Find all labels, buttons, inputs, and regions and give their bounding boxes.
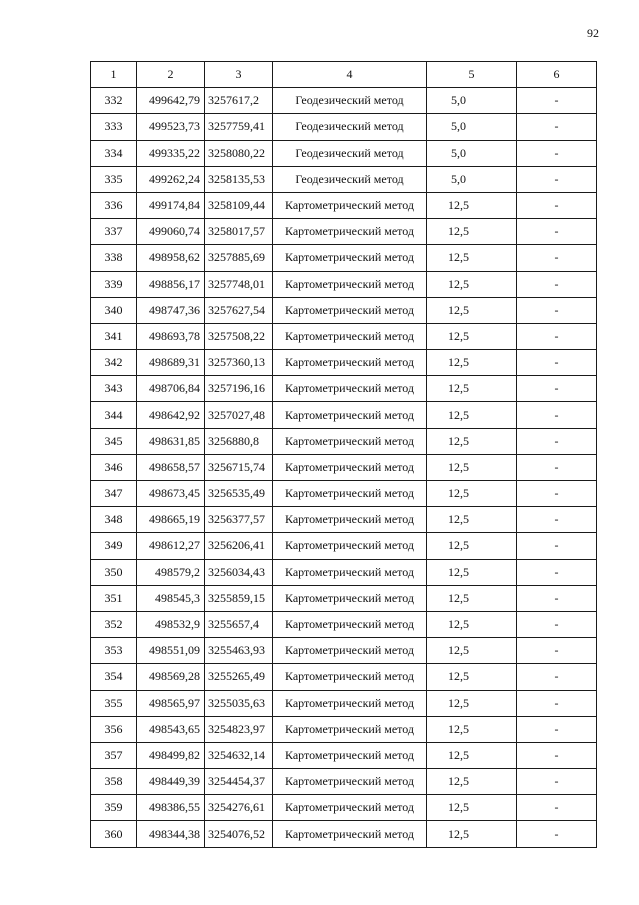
- table-row: [91, 769, 597, 795]
- method-cell: Картометрический метод: [273, 507, 427, 533]
- table-row: [91, 507, 597, 533]
- table-row: [91, 481, 597, 507]
- y-coordinate-cell: 3254823,97: [205, 716, 273, 742]
- y-coordinate-cell: 3256715,74: [205, 454, 273, 480]
- accuracy-cell: 12,5: [427, 507, 517, 533]
- point-number-cell: 338: [91, 245, 137, 271]
- y-coordinate-cell: 3257627,54: [205, 297, 273, 323]
- accuracy-cell: 12,5: [427, 821, 517, 847]
- point-number-cell: 343: [91, 376, 137, 402]
- note-cell: -: [517, 323, 597, 349]
- x-coordinate-cell: 499642,79: [137, 88, 205, 114]
- x-coordinate-cell: 498532,9: [137, 611, 205, 637]
- note-cell: -: [517, 219, 597, 245]
- point-number-cell: 352: [91, 611, 137, 637]
- y-coordinate-cell: 3258080,22: [205, 140, 273, 166]
- method-cell: Картометрический метод: [273, 454, 427, 480]
- x-coordinate-cell: 498631,85: [137, 428, 205, 454]
- header-cell-3: 3: [205, 62, 273, 88]
- x-coordinate-cell: 498551,09: [137, 638, 205, 664]
- point-number-cell: 358: [91, 769, 137, 795]
- accuracy-cell: 12,5: [427, 611, 517, 637]
- method-cell: Картометрический метод: [273, 192, 427, 218]
- x-coordinate-cell: 498499,82: [137, 742, 205, 768]
- x-coordinate-cell: 498449,39: [137, 769, 205, 795]
- point-number-cell: 337: [91, 219, 137, 245]
- accuracy-cell: 12,5: [427, 769, 517, 795]
- note-cell: -: [517, 166, 597, 192]
- method-cell: Картометрический метод: [273, 350, 427, 376]
- table-row: [91, 88, 597, 114]
- table-row: [91, 454, 597, 480]
- point-number-cell: 341: [91, 323, 137, 349]
- table-row: [91, 350, 597, 376]
- y-coordinate-cell: 3254454,37: [205, 769, 273, 795]
- point-number-cell: 342: [91, 350, 137, 376]
- x-coordinate-cell: 498856,17: [137, 271, 205, 297]
- method-cell: Геодезический метод: [273, 88, 427, 114]
- x-coordinate-cell: 498545,3: [137, 585, 205, 611]
- method-cell: Картометрический метод: [273, 533, 427, 559]
- y-coordinate-cell: 3257027,48: [205, 402, 273, 428]
- accuracy-cell: 12,5: [427, 192, 517, 218]
- note-cell: -: [517, 795, 597, 821]
- x-coordinate-cell: 499174,84: [137, 192, 205, 218]
- note-cell: -: [517, 742, 597, 768]
- method-cell: Картометрический метод: [273, 821, 427, 847]
- method-cell: Геодезический метод: [273, 140, 427, 166]
- x-coordinate-cell: 498665,19: [137, 507, 205, 533]
- accuracy-cell: 12,5: [427, 585, 517, 611]
- method-cell: Картометрический метод: [273, 559, 427, 585]
- point-number-cell: 360: [91, 821, 137, 847]
- accuracy-cell: 5,0: [427, 166, 517, 192]
- table-row: [91, 638, 597, 664]
- table-row: [91, 716, 597, 742]
- accuracy-cell: 12,5: [427, 559, 517, 585]
- point-number-cell: 348: [91, 507, 137, 533]
- method-cell: Картометрический метод: [273, 690, 427, 716]
- table-row: [91, 402, 597, 428]
- y-coordinate-cell: 3256377,57: [205, 507, 273, 533]
- method-cell: Картометрический метод: [273, 769, 427, 795]
- note-cell: -: [517, 350, 597, 376]
- accuracy-cell: 12,5: [427, 323, 517, 349]
- method-cell: Картометрический метод: [273, 245, 427, 271]
- accuracy-cell: 12,5: [427, 795, 517, 821]
- note-cell: -: [517, 245, 597, 271]
- table-row: [91, 533, 597, 559]
- table-row: [91, 323, 597, 349]
- y-coordinate-cell: 3257759,41: [205, 114, 273, 140]
- accuracy-cell: 12,5: [427, 690, 517, 716]
- accuracy-cell: 12,5: [427, 297, 517, 323]
- point-number-cell: 344: [91, 402, 137, 428]
- table-row: [91, 742, 597, 768]
- accuracy-cell: 12,5: [427, 716, 517, 742]
- method-cell: Картометрический метод: [273, 585, 427, 611]
- header-cell-6: 6: [517, 62, 597, 88]
- y-coordinate-cell: 3254632,14: [205, 742, 273, 768]
- table-row: [91, 821, 597, 847]
- accuracy-cell: 5,0: [427, 88, 517, 114]
- table-body: [91, 88, 597, 847]
- method-cell: Геодезический метод: [273, 114, 427, 140]
- note-cell: -: [517, 454, 597, 480]
- accuracy-cell: 12,5: [427, 742, 517, 768]
- note-cell: -: [517, 114, 597, 140]
- point-number-cell: 334: [91, 140, 137, 166]
- accuracy-cell: 12,5: [427, 428, 517, 454]
- y-coordinate-cell: 3256880,8: [205, 428, 273, 454]
- note-cell: -: [517, 88, 597, 114]
- table-row: [91, 428, 597, 454]
- y-coordinate-cell: 3255859,15: [205, 585, 273, 611]
- x-coordinate-cell: 498569,28: [137, 664, 205, 690]
- accuracy-cell: 12,5: [427, 245, 517, 271]
- table-row: [91, 114, 597, 140]
- method-cell: Картометрический метод: [273, 664, 427, 690]
- note-cell: -: [517, 585, 597, 611]
- y-coordinate-cell: 3256535,49: [205, 481, 273, 507]
- y-coordinate-cell: 3258017,57: [205, 219, 273, 245]
- table-row: [91, 795, 597, 821]
- point-number-cell: 356: [91, 716, 137, 742]
- point-number-cell: 345: [91, 428, 137, 454]
- x-coordinate-cell: 499262,24: [137, 166, 205, 192]
- method-cell: Картометрический метод: [273, 481, 427, 507]
- method-cell: Геодезический метод: [273, 166, 427, 192]
- x-coordinate-cell: 499335,22: [137, 140, 205, 166]
- table-header: [91, 62, 597, 88]
- x-coordinate-cell: 498543,65: [137, 716, 205, 742]
- header-cell-5: 5: [427, 62, 517, 88]
- accuracy-cell: 12,5: [427, 350, 517, 376]
- accuracy-cell: 12,5: [427, 402, 517, 428]
- note-cell: -: [517, 402, 597, 428]
- note-cell: -: [517, 611, 597, 637]
- table-row: [91, 611, 597, 637]
- note-cell: -: [517, 821, 597, 847]
- y-coordinate-cell: 3254276,61: [205, 795, 273, 821]
- x-coordinate-cell: 498689,31: [137, 350, 205, 376]
- accuracy-cell: 12,5: [427, 481, 517, 507]
- header-cell-4: 4: [273, 62, 427, 88]
- x-coordinate-cell: 498658,57: [137, 454, 205, 480]
- method-cell: Картометрический метод: [273, 402, 427, 428]
- accuracy-cell: 12,5: [427, 638, 517, 664]
- note-cell: -: [517, 271, 597, 297]
- table-row: [91, 585, 597, 611]
- note-cell: -: [517, 376, 597, 402]
- method-cell: Картометрический метод: [273, 271, 427, 297]
- accuracy-cell: 12,5: [427, 271, 517, 297]
- page-number: 92: [587, 26, 599, 40]
- table-row: [91, 166, 597, 192]
- table-row: [91, 245, 597, 271]
- x-coordinate-cell: 499060,74: [137, 219, 205, 245]
- note-cell: -: [517, 297, 597, 323]
- method-cell: Картометрический метод: [273, 428, 427, 454]
- point-number-cell: 346: [91, 454, 137, 480]
- point-number-cell: 340: [91, 297, 137, 323]
- point-number-cell: 332: [91, 88, 137, 114]
- accuracy-cell: 5,0: [427, 140, 517, 166]
- accuracy-cell: 12,5: [427, 376, 517, 402]
- table-row: [91, 376, 597, 402]
- method-cell: Картометрический метод: [273, 716, 427, 742]
- x-coordinate-cell: 498673,45: [137, 481, 205, 507]
- x-coordinate-cell: 498958,62: [137, 245, 205, 271]
- table-row: [91, 690, 597, 716]
- note-cell: -: [517, 769, 597, 795]
- y-coordinate-cell: 3257508,22: [205, 323, 273, 349]
- y-coordinate-cell: 3258109,44: [205, 192, 273, 218]
- y-coordinate-cell: 3258135,53: [205, 166, 273, 192]
- point-number-cell: 335: [91, 166, 137, 192]
- note-cell: -: [517, 507, 597, 533]
- note-cell: -: [517, 533, 597, 559]
- accuracy-cell: 12,5: [427, 219, 517, 245]
- accuracy-cell: 12,5: [427, 533, 517, 559]
- method-cell: Картометрический метод: [273, 297, 427, 323]
- x-coordinate-cell: 498344,38: [137, 821, 205, 847]
- point-number-cell: 355: [91, 690, 137, 716]
- table-row: [91, 297, 597, 323]
- table-row: [91, 140, 597, 166]
- y-coordinate-cell: 3257748,01: [205, 271, 273, 297]
- method-cell: Картометрический метод: [273, 376, 427, 402]
- method-cell: Картометрический метод: [273, 742, 427, 768]
- method-cell: Картометрический метод: [273, 795, 427, 821]
- accuracy-cell: 5,0: [427, 114, 517, 140]
- y-coordinate-cell: 3257196,16: [205, 376, 273, 402]
- point-number-cell: 347: [91, 481, 137, 507]
- point-number-cell: 339: [91, 271, 137, 297]
- y-coordinate-cell: 3255657,4: [205, 611, 273, 637]
- point-number-cell: 359: [91, 795, 137, 821]
- point-number-cell: 357: [91, 742, 137, 768]
- point-number-cell: 351: [91, 585, 137, 611]
- note-cell: -: [517, 481, 597, 507]
- table-row: [91, 192, 597, 218]
- y-coordinate-cell: 3257885,69: [205, 245, 273, 271]
- point-number-cell: 350: [91, 559, 137, 585]
- point-number-cell: 333: [91, 114, 137, 140]
- y-coordinate-cell: 3255035,63: [205, 690, 273, 716]
- note-cell: -: [517, 690, 597, 716]
- y-coordinate-cell: 3256034,43: [205, 559, 273, 585]
- x-coordinate-cell: 498747,36: [137, 297, 205, 323]
- note-cell: -: [517, 559, 597, 585]
- y-coordinate-cell: 3255265,49: [205, 664, 273, 690]
- table-row: [91, 664, 597, 690]
- method-cell: Картометрический метод: [273, 611, 427, 637]
- x-coordinate-cell: 498612,27: [137, 533, 205, 559]
- table-row: [91, 559, 597, 585]
- x-coordinate-cell: 498565,97: [137, 690, 205, 716]
- note-cell: -: [517, 140, 597, 166]
- table-row: [91, 219, 597, 245]
- method-cell: Картометрический метод: [273, 638, 427, 664]
- note-cell: -: [517, 638, 597, 664]
- point-number-cell: 353: [91, 638, 137, 664]
- table-row: [91, 271, 597, 297]
- method-cell: Картометрический метод: [273, 323, 427, 349]
- note-cell: -: [517, 192, 597, 218]
- x-coordinate-cell: 498706,84: [137, 376, 205, 402]
- point-number-cell: 349: [91, 533, 137, 559]
- header-cell-1: 1: [91, 62, 137, 88]
- y-coordinate-cell: 3256206,41: [205, 533, 273, 559]
- accuracy-cell: 12,5: [427, 664, 517, 690]
- method-cell: Картометрический метод: [273, 219, 427, 245]
- x-coordinate-cell: 498642,92: [137, 402, 205, 428]
- y-coordinate-cell: 3257360,13: [205, 350, 273, 376]
- coordinates-table: [90, 61, 597, 848]
- point-number-cell: 354: [91, 664, 137, 690]
- note-cell: -: [517, 428, 597, 454]
- x-coordinate-cell: 498386,55: [137, 795, 205, 821]
- header-row: [91, 62, 597, 88]
- x-coordinate-cell: 499523,73: [137, 114, 205, 140]
- x-coordinate-cell: 498579,2: [137, 559, 205, 585]
- y-coordinate-cell: 3254076,52: [205, 821, 273, 847]
- x-coordinate-cell: 498693,78: [137, 323, 205, 349]
- y-coordinate-cell: 3255463,93: [205, 638, 273, 664]
- accuracy-cell: 12,5: [427, 454, 517, 480]
- note-cell: -: [517, 716, 597, 742]
- point-number-cell: 336: [91, 192, 137, 218]
- note-cell: -: [517, 664, 597, 690]
- y-coordinate-cell: 3257617,2: [205, 88, 273, 114]
- header-cell-2: 2: [137, 62, 205, 88]
